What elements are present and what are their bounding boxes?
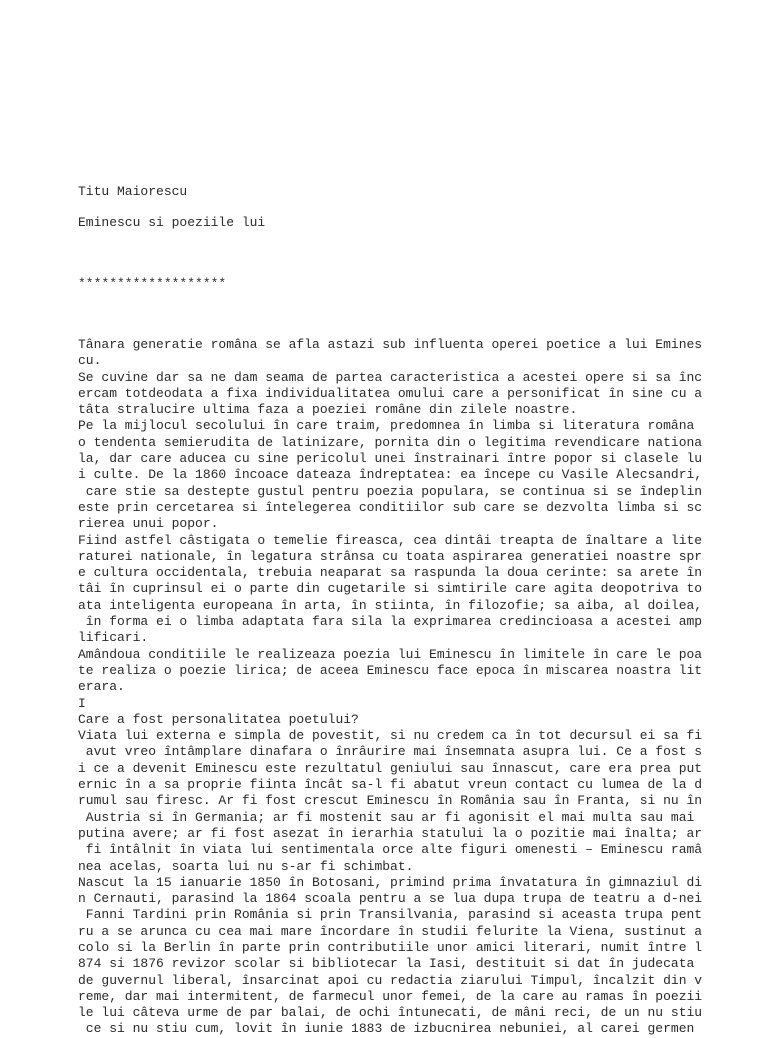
text-line: nea acelas, soarta lui nu s-ar fi schimbat. bbox=[78, 858, 414, 874]
text-line: e cultura occidentala, trebuia neaparat sa raspunda la doua cerinte: sa arete în bbox=[78, 565, 703, 581]
text-line: ata inteligenta europeana în arta, în stiinta, în filozofie; sa aiba, al doilea, bbox=[78, 597, 703, 613]
text-line: tâi în cuprinsul ei o parte din cugetarile si simtirile care agita deopotriva to bbox=[78, 581, 703, 597]
text-line: cu. bbox=[78, 353, 102, 369]
text-line: ercam totdeodata a fixa individualitatea omului care a personificat în sine cu a bbox=[78, 385, 703, 401]
text-line: putina avere; ar fi fost asezat în ierarhia statului la o pozitie mai înalta; ar bbox=[78, 825, 703, 841]
text-line: Tânara generatie româna se afla astazi sub influenta operei poetice a lui Emines bbox=[78, 337, 703, 352]
text-line: Nascut la 15 ianuarie 1850 în Botosani, primind prima învatatura în gimnaziul di bbox=[78, 874, 703, 890]
body-text bbox=[78, 337, 718, 1038]
text-line: i ce a devenit Eminescu este rezultatul geniului sau înnascut, care era prea put bbox=[78, 760, 703, 776]
text-line: lificari. bbox=[78, 630, 149, 646]
text-line: Fanni Tardini prin România si prin Transilvania, parasind si aceasta trupa pent bbox=[78, 907, 703, 923]
text-line: o tendenta semierudita de latinizare, pornita din o legitima revendicare nationa bbox=[78, 434, 703, 450]
text-line: erara. bbox=[78, 679, 125, 695]
text-line: te realiza o poezie lirica; de aceea Eminescu face epoca în miscarea noastra lit bbox=[78, 662, 703, 678]
text-line: raturei nationale, în legatura strânsa cu toata aspirarea generatiei noastre spr bbox=[78, 548, 703, 564]
text-line: colo si la Berlin în parte prin contributiile unor amici literari, numit între l bbox=[78, 939, 703, 955]
text-line: rumul sau firesc. Ar fi fost crescut Eminescu în România sau în Franta, si nu în bbox=[78, 793, 703, 809]
text-line: Care a fost personalitatea poetului? bbox=[78, 711, 359, 727]
text-line: Se cuvine dar sa ne dam seama de partea caracteristica a acestei opere si sa înc bbox=[78, 369, 703, 385]
separator: ******************* bbox=[78, 276, 227, 291]
text-line: tâta stralucire ultima faza a poeziei române din zilele noastre. bbox=[78, 402, 578, 418]
text-line: avut vreo întâmplare dinafara o înrâurire mai însemnata asupra lui. Ce a fost s bbox=[78, 744, 703, 760]
text-line: fi întâlnit în viata lui sentimentala orce alte figuri omenesti – Eminescu ramâ bbox=[78, 842, 703, 858]
text-line: ce si nu stiu cum, lovit în iunie 1883 de izbucnirea nebuniei, al carei germen bbox=[78, 1021, 695, 1037]
text-line: n Cernauti, parasind la 1864 scoala pentru a se lua dupa trupa de teatru a d-nei bbox=[78, 891, 703, 907]
text-line: 874 si 1876 revizor scolar si bibliotecar la Iasi, destituit si dat în judecata bbox=[78, 956, 695, 972]
text-line: este prin cercetarea si întelegerea conditiilor sub care se dezvolta limba si sc bbox=[78, 499, 703, 515]
text-line: ru a se arunca cu cea mai mare încordare în studii felurite la Viena, sustinut a bbox=[78, 923, 703, 939]
text-line: la, dar care aducea cu sine pericolul unei înstrainari între popor si clasele lu bbox=[78, 451, 703, 467]
text-line: Austria si în Germania; ar fi mostenit sau ar fi agonisit el mai multa sau mai bbox=[78, 809, 695, 825]
text-line: rierea unui popor. bbox=[78, 516, 219, 532]
text-line: I bbox=[78, 695, 86, 711]
author-name: Titu Maiorescu bbox=[78, 184, 188, 199]
text-line: ernic în a sa proprie fiinta încât sa-l fi abatut vreun contact cu lumea de la d bbox=[78, 777, 703, 793]
text-line: Amândoua conditiile le realizeaza poezia lui Eminescu în limitele în care le poa bbox=[78, 646, 703, 662]
document-title: Eminescu si poeziile lui bbox=[78, 215, 266, 230]
text-line: Viata lui externa e simpla de povestit, si nu credem ca în tot decursul ei sa fi bbox=[78, 728, 703, 744]
text-line: i culte. De la 1860 încoace dateaza îndreptatea: ea începe cu Vasile Alecsandri, bbox=[78, 467, 703, 483]
text-line: în forma ei o limba adaptata fara sila la exprimarea credincioasa a acestei amp bbox=[78, 614, 703, 630]
text-line: Pe la mijlocul secolului în care traim, predomnea în limba si literatura româna bbox=[78, 418, 695, 434]
text-line: care stie sa destepte gustul pentru poezia populara, se continua si se îndeplin bbox=[78, 483, 703, 499]
text-line: reme, dar mai intermitent, de farmecul unor femei, de la care au ramas în poezii bbox=[78, 988, 703, 1004]
text-line: de guvernul liberal, însarcinat apoi cu redactia ziarului Timpul, încalzit din v bbox=[78, 972, 703, 988]
text-line: le lui câteva urme de par balai, de ochi întunecati, de mâni reci, de un nu stiu bbox=[78, 1005, 703, 1021]
text-line: Fiind astfel câstigata o temelie fireasca, cea dintâi treapta de înaltare a lite bbox=[78, 532, 703, 548]
